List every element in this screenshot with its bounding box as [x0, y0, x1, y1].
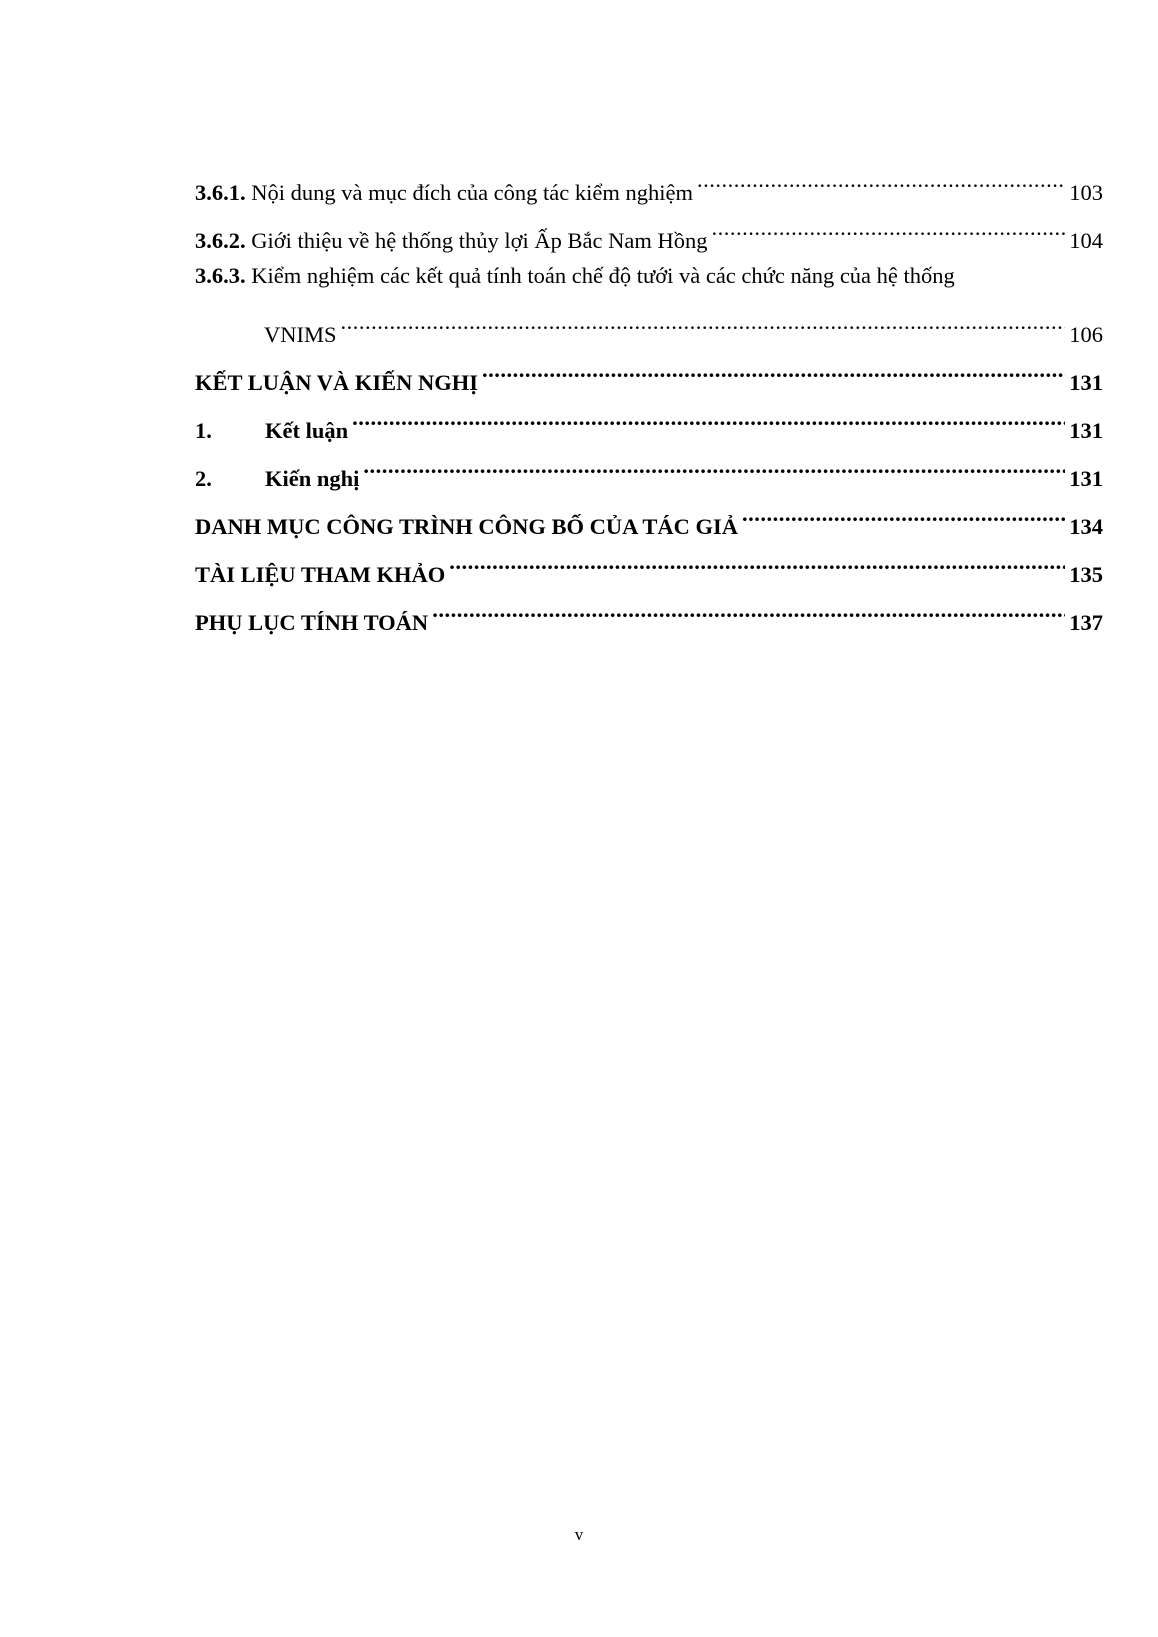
dot-leader [341, 302, 1066, 342]
dot-leader [742, 494, 1065, 534]
toc-entry-page: 131 [1069, 418, 1103, 443]
toc-entry-ket-luan[interactable] [195, 398, 1103, 443]
toc-entry-publications[interactable] [195, 494, 1103, 539]
toc-entry-page: 104 [1069, 228, 1103, 253]
toc-entry-number: 1. [195, 418, 212, 443]
toc-entry-3-6-3[interactable] [195, 256, 1103, 296]
toc-entry-3-6-1[interactable] [195, 160, 1103, 205]
dot-leader [711, 208, 1065, 248]
toc-entry-conclusion[interactable] [195, 350, 1103, 395]
toc-entry-number: 3.6.3. [195, 263, 246, 288]
toc-entry-title: Giới thiệu về hệ thống thủy lợi Ấp Bắc Nam Hồng [251, 228, 708, 253]
toc-entry-page: 103 [1069, 180, 1103, 205]
page-number: v [574, 1525, 584, 1544]
toc-entry-references[interactable] [195, 542, 1103, 587]
toc-entry-title: Kiểm nghiệm các kết quả tính toán chế độ tưới và các chức năng của hệ thống [251, 263, 955, 288]
toc-entry-title: Nội dung và mục đích của công tác kiểm nghiệm [251, 180, 693, 205]
toc-entry-title: Kiến nghị [265, 466, 360, 491]
toc-entry-3-6-3-continued[interactable] [264, 302, 1103, 347]
dot-leader [449, 542, 1065, 582]
toc-entry-number: 3.6.1. [195, 180, 246, 205]
dot-leader [482, 350, 1065, 390]
toc-entry-appendix[interactable] [195, 590, 1103, 635]
toc-entry-number: 3.6.2. [195, 228, 246, 253]
toc-entry-title: DANH MỤC CÔNG TRÌNH CÔNG BỐ CỦA TÁC GIẢ [195, 514, 738, 539]
toc-entry-title: PHỤ LỤC TÍNH TOÁN [195, 610, 429, 635]
toc-entry-page: 137 [1069, 610, 1103, 635]
toc-entry-page: 134 [1069, 514, 1103, 539]
toc-entry-title-continued: VNIMS [264, 322, 337, 347]
dot-leader [432, 590, 1065, 630]
toc-entry-page: 131 [1069, 370, 1103, 395]
dot-leader [363, 446, 1065, 486]
toc-entry-title: KẾT LUẬN VÀ KIẾN NGHỊ [195, 370, 478, 395]
toc-entry-page: 131 [1069, 466, 1103, 491]
toc-entry-3-6-2[interactable] [195, 208, 1103, 253]
toc-entry-page: 106 [1069, 322, 1103, 347]
dot-leader [352, 398, 1065, 438]
dot-leader [697, 160, 1065, 200]
toc-entry-title: TÀI LIỆU THAM KHẢO [195, 562, 446, 587]
toc-entry-number: 2. [195, 466, 212, 491]
toc-entry-title: Kết luận [265, 418, 349, 443]
toc-entry-page: 135 [1069, 562, 1103, 587]
toc-entry-kien-nghi[interactable] [195, 446, 1103, 491]
